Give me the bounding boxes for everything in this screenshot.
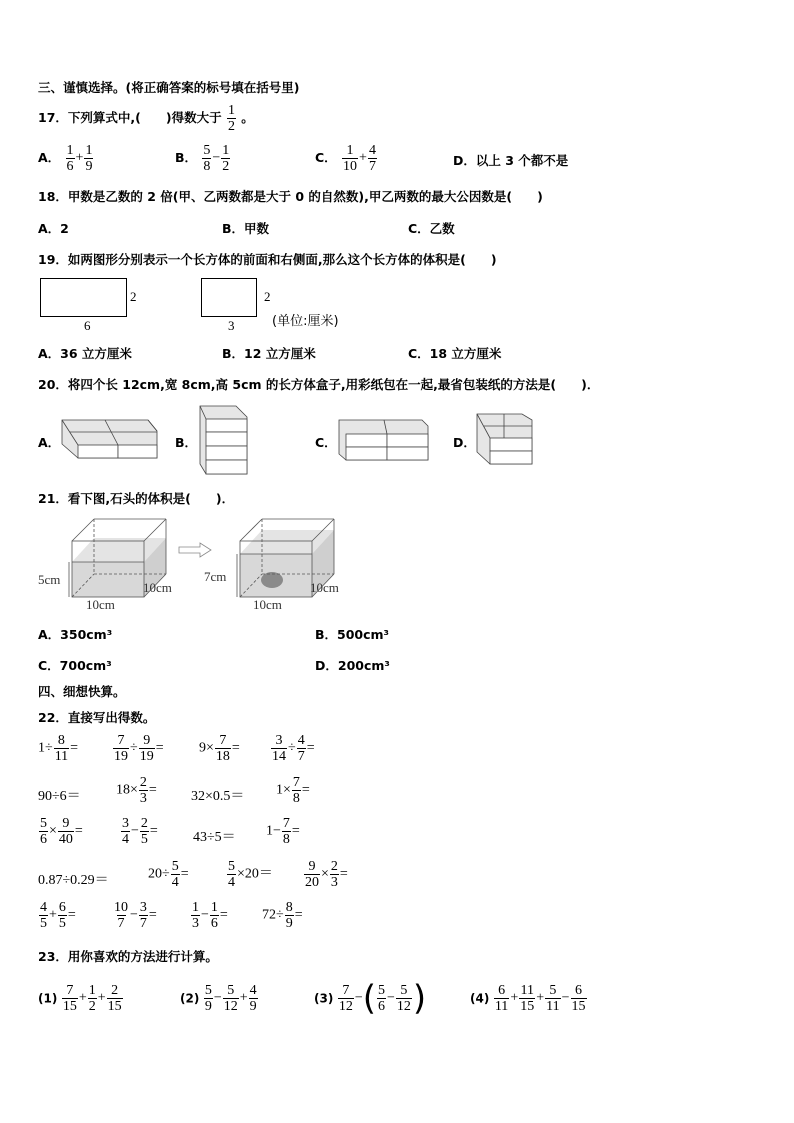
q17-suffix: 。 bbox=[241, 110, 254, 125]
q19-front-face bbox=[40, 278, 127, 317]
q23-problem-4: (4) $\frac{6}{11}$ + $\frac{11}{15}$ + $\frac{5}{11}$ − $\frac{6}{15}$ bbox=[470, 983, 586, 1014]
q22-item-8: 1× $\frac{7}{8}$ = bbox=[276, 775, 310, 806]
q20-figure-d bbox=[474, 412, 536, 468]
q17-stem bbox=[38, 103, 254, 134]
q18-option-c[interactable]: C．乙数 bbox=[408, 221, 455, 236]
q17-option-d[interactable]: D．以上 3 个都不是 bbox=[453, 153, 569, 168]
q22-title: 22．直接写出得数。 bbox=[38, 710, 156, 725]
q18-stem: 18．甲数是乙数的 2 倍(甲、乙两数都是大于 0 的自然数),甲乙两数的最大公因数是( ) bbox=[38, 189, 543, 204]
q17-option-c[interactable]: C． $\frac{1}{10}$ + $\frac{4}{7}$ bbox=[315, 143, 376, 174]
q19-option-a[interactable]: A．36 立方厘米 bbox=[38, 346, 132, 361]
section-4-title: 四、细想快算。 bbox=[38, 684, 126, 699]
q19-option-c[interactable]: C．18 立方厘米 bbox=[408, 346, 502, 361]
q19-side-height: 2 bbox=[264, 289, 271, 304]
q22-item-19: $\frac{1}{3}$ − $\frac{1}{6}$ = bbox=[192, 900, 228, 931]
q23-problem-3: (3) $\frac{7}{12}$ −( $\frac{5}{6}$ − $\frac{5}{12}$ ) bbox=[314, 978, 427, 1019]
q22-item-5: 90÷6＝ bbox=[38, 789, 81, 804]
q22-item-6: 18× $\frac{2}{3}$ = bbox=[116, 775, 157, 806]
q20-option-c[interactable]: C． bbox=[315, 435, 337, 450]
q17-half-fraction: $\frac{1}{2}$ bbox=[227, 103, 235, 134]
q22-item-11: 43÷5＝ bbox=[193, 830, 236, 845]
q21-option-b[interactable]: B．500cm³ bbox=[315, 627, 390, 642]
q19-option-b[interactable]: B．12 立方厘米 bbox=[222, 346, 316, 361]
q17-option-b[interactable]: B． $\frac{5}{8}$ − $\frac{1}{2}$ bbox=[175, 143, 230, 174]
q20-figure-c bbox=[336, 418, 432, 462]
q22-item-7: 32×0.5＝ bbox=[191, 789, 245, 804]
q18-option-b[interactable]: B．甲数 bbox=[222, 221, 270, 236]
q22-item-3: 9× $\frac{7}{18}$ = bbox=[199, 733, 240, 764]
q21-option-c[interactable]: C．700cm³ bbox=[38, 658, 112, 673]
q22-item-17: $\frac{4}{5}$ + $\frac{6}{5}$ = bbox=[40, 900, 76, 931]
q22-item-12: 1− $\frac{7}{8}$ = bbox=[266, 816, 300, 847]
q21-fig2-height: 7cm bbox=[204, 569, 227, 584]
q21-fig1-height: 5cm bbox=[38, 572, 61, 587]
q21-fig2-depth: 10cm bbox=[310, 580, 339, 595]
q17-text: 17．下列算式中,( )得数大于 bbox=[38, 110, 222, 125]
q22-item-20: 72÷ $\frac{8}{9}$ = bbox=[262, 900, 303, 931]
q23-problem-2: (2) $\frac{5}{9}$ − $\frac{5}{12}$ + $\frac{4}{9}$ bbox=[180, 983, 257, 1014]
q22-item-10: $\frac{3}{4}$ − $\frac{2}{5}$ = bbox=[122, 816, 158, 847]
q22-item-15: $\frac{5}{4}$ ×20＝ bbox=[228, 859, 273, 890]
q20-figure-b bbox=[196, 404, 252, 476]
q20-option-a[interactable]: A． bbox=[38, 435, 61, 450]
q22-item-1: 1÷ $\frac{8}{11}$ = bbox=[38, 733, 79, 764]
q17-option-a[interactable]: A． $\frac{1}{6}$ + $\frac{1}{9}$ bbox=[38, 143, 93, 174]
q19-front-width: 6 bbox=[84, 318, 91, 333]
q20-option-d[interactable]: D． bbox=[453, 435, 476, 450]
q19-unit-note: (单位:厘米) bbox=[272, 314, 339, 329]
q22-item-13: 0.87÷0.29＝ bbox=[38, 873, 109, 888]
q22-item-9: $\frac{5}{6}$ × $\frac{9}{40}$ = bbox=[40, 816, 83, 847]
q21-fig2-width: 10cm bbox=[253, 597, 282, 612]
q22-item-2: $\frac{7}{19}$ ÷ $\frac{9}{19}$ = bbox=[114, 733, 164, 764]
q19-stem: 19．如两图形分别表示一个长方体的前面和右侧面,那么这个长方体的体积是( ) bbox=[38, 252, 497, 267]
q20-option-b[interactable]: B． bbox=[175, 435, 198, 450]
q22-item-18: $\frac{10}{7}$ − $\frac{3}{7}$ = bbox=[114, 900, 157, 931]
q20-figure-a bbox=[60, 418, 160, 460]
q22-item-4: $\frac{3}{14}$ ÷ $\frac{4}{7}$ = bbox=[272, 733, 315, 764]
q22-item-14: 20÷ $\frac{5}{4}$ = bbox=[148, 859, 189, 890]
q23-problem-1: (1) $\frac{7}{15}$ + $\frac{1}{2}$ + $\frac{2}{15}$ bbox=[38, 983, 122, 1014]
q19-side-face bbox=[201, 278, 257, 317]
q19-side-width: 3 bbox=[228, 318, 235, 333]
q21-option-d[interactable]: D．200cm³ bbox=[315, 658, 390, 673]
q21-option-a[interactable]: A．350cm³ bbox=[38, 627, 113, 642]
q18-option-a[interactable]: A．2 bbox=[38, 221, 69, 236]
q19-front-height: 2 bbox=[130, 289, 137, 304]
q21-fig1-depth: 10cm bbox=[143, 580, 172, 595]
q22-item-16: $\frac{9}{20}$ × $\frac{2}{3}$ = bbox=[305, 859, 348, 890]
q23-title: 23．用你喜欢的方法进行计算。 bbox=[38, 949, 218, 964]
q20-stem: 20．将四个长 12cm,宽 8cm,高 5cm 的长方体盒子,用彩纸包在一起,最省包装纸的方法是( )． bbox=[38, 377, 600, 392]
q21-fig1-width: 10cm bbox=[86, 597, 115, 612]
q21-stem: 21．看下图,石头的体积是( )． bbox=[38, 491, 235, 506]
section-3-title: 三、谨慎选择。(将正确答案的标号填在括号里) bbox=[38, 80, 300, 95]
